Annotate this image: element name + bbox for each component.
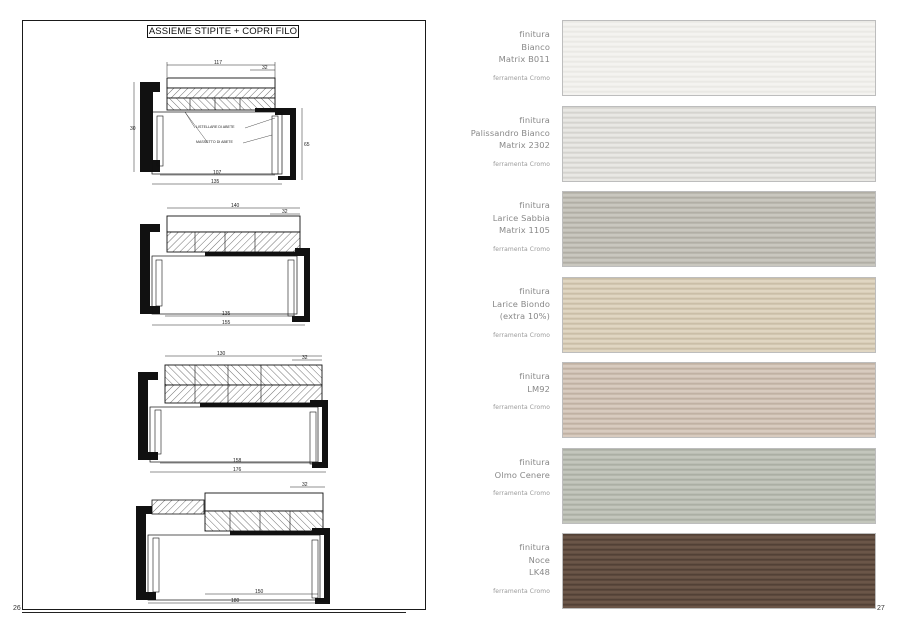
finish-caption: finitura	[519, 457, 550, 467]
footer-rule	[22, 612, 406, 613]
finish-name-line: Noce	[528, 554, 550, 565]
finish-caption: finitura	[519, 371, 550, 381]
hardware-label: ferramenta Cromo	[493, 404, 550, 411]
section-drawing-1	[134, 62, 302, 184]
dim-label: 65	[304, 142, 310, 148]
finish-name-line: Bianco	[521, 41, 550, 52]
dim-label: 135	[211, 179, 220, 185]
dim-label: 32	[282, 209, 288, 215]
finish-swatch	[562, 362, 876, 438]
dim-label: 32	[262, 65, 268, 71]
finish-swatch	[562, 106, 876, 182]
section-drawing-3	[138, 356, 328, 472]
finish-caption: finitura	[519, 542, 550, 552]
technical-drawings	[0, 0, 448, 632]
finish-name-line: Matrix 2302	[499, 140, 550, 150]
finish-caption: finitura	[519, 29, 550, 39]
page-number: 26	[13, 605, 21, 612]
finish-name-line: LM92	[527, 383, 550, 394]
dim-label: 176	[233, 467, 242, 473]
dim-label: 107	[213, 170, 222, 176]
hardware-label: ferramenta Cromo	[493, 245, 550, 253]
page-title: ASSIEME STIPITE + COPRI FILO	[148, 26, 298, 37]
dim-label: 117	[214, 60, 222, 66]
finish-label	[390, 199, 550, 254]
dim-label: 158	[233, 458, 242, 464]
finish-label	[390, 28, 550, 83]
page-number: 27	[877, 605, 885, 612]
dim-label: 32	[302, 482, 308, 488]
callout-label: LISTELLARE DI ABETE	[196, 125, 235, 129]
dim-label: 135	[222, 311, 231, 317]
finish-label	[390, 114, 550, 169]
hardware-label: ferramenta Cromo	[493, 490, 550, 497]
finish-caption: finitura	[519, 115, 550, 125]
section-drawing-4	[136, 487, 330, 604]
hardware-label: ferramenta Cromo	[493, 74, 550, 82]
dim-label: 32	[302, 355, 308, 361]
finish-name-line: Larice Sabbia	[492, 212, 550, 223]
dim-label: 130	[217, 351, 226, 357]
hardware-label: ferramenta Cromo	[493, 587, 550, 595]
section-drawing-2	[140, 208, 310, 325]
finish-label	[390, 370, 550, 412]
dim-label: 155	[222, 320, 231, 326]
finish-name-line: Palissandro Bianco	[470, 127, 550, 138]
finish-label	[390, 456, 550, 498]
dim-label: 150	[255, 589, 264, 595]
finish-name-line: Larice Biondo	[492, 298, 550, 309]
hardware-label: ferramenta Cromo	[493, 331, 550, 339]
dim-label: 140	[231, 203, 240, 209]
finish-name-line: LK48	[528, 567, 550, 577]
finish-label	[390, 541, 550, 596]
finish-name-line: Olmo Cenere	[494, 469, 550, 480]
finish-name-line: (extra 10%)	[499, 311, 550, 321]
finish-label	[390, 285, 550, 340]
finish-name-line: Matrix 1105	[499, 225, 550, 235]
finish-swatch	[562, 533, 876, 609]
finish-caption: finitura	[519, 286, 550, 296]
finish-swatch	[562, 277, 876, 353]
finish-name-line: Matrix B011	[498, 54, 550, 64]
hardware-label: ferramenta Cromo	[493, 160, 550, 168]
finish-swatch	[562, 20, 876, 96]
callout-label: MASSETTO DI ABETE	[196, 140, 233, 144]
dim-label: 180	[231, 598, 240, 604]
finish-caption: finitura	[519, 200, 550, 210]
finish-swatch	[562, 448, 876, 524]
dim-label: 30	[130, 126, 136, 132]
finish-swatch	[562, 191, 876, 267]
left-page	[0, 0, 448, 632]
